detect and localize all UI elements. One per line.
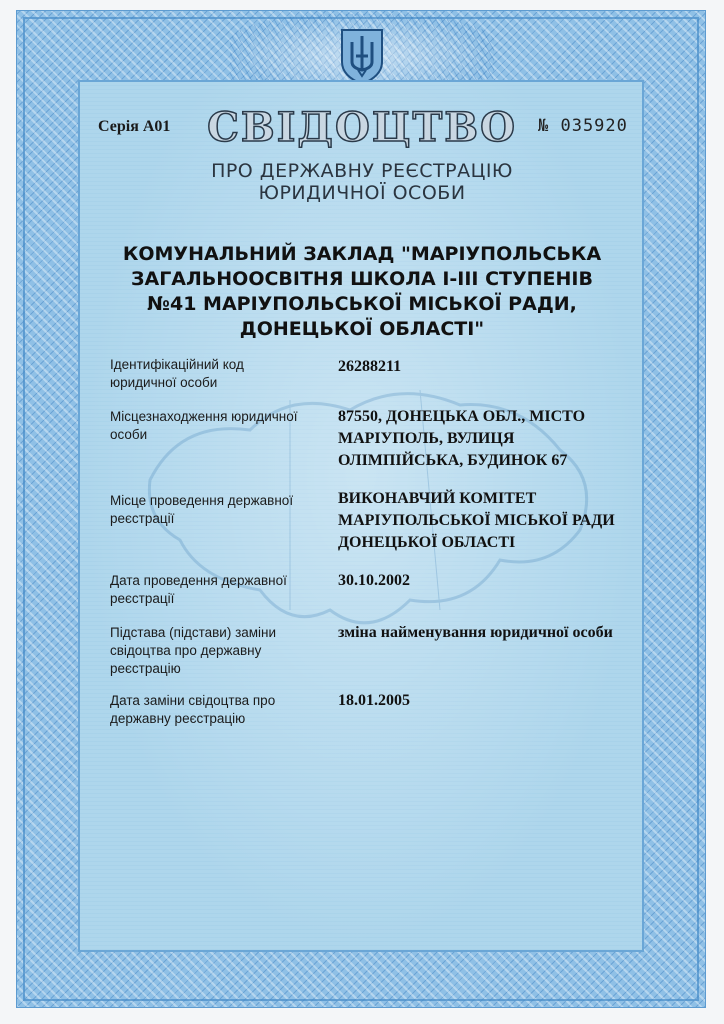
trident-emblem-icon	[336, 26, 388, 86]
document-subtitle-line1: ПРО ДЕРЖАВНУ РЕЄСТРАЦІЮ	[211, 160, 513, 182]
field-label-replacement-basis: Підстава (підстави) заміни свідоцтва про державну реєстрацію	[110, 625, 277, 676]
document-subtitle-line2: ЮРИДИЧНОЇ ОСОБИ	[258, 182, 466, 204]
document-title: СВІДОЦТВО	[207, 104, 517, 151]
field-value-location: 87550, ДОНЕЦЬКА ОБЛ., МІСТО МАРІУПОЛЬ, ВУЛИЦЯ ОЛІМПІЙСЬКА, БУДИНОК 67	[338, 408, 586, 469]
field-label-registration-date: Дата проведення державної реєстрації	[110, 573, 287, 606]
certificate-number: № 035920	[538, 116, 628, 136]
field-value-id-code: 26288211	[338, 358, 402, 375]
field-value-replacement-basis: зміна найменування юридичної особи	[338, 624, 613, 641]
organization-name: КОМУНАЛЬНИЙ ЗАКЛАД "МАРІУПОЛЬСЬКА ЗАГАЛЬНООСВІТНЯ ШКОЛА І-ІІІ СТУПЕНІВ №41 МАРІУПОЛЬСЬКОЇ МІСЬКОЇ РАДИ, ДОНЕЦЬКОЇ ОБЛАСТІ"	[122, 243, 602, 340]
field-value-registration-place: ВИКОНАВЧИЙ КОМІТЕТ МАРІУПОЛЬСЬКОЇ МІСЬКОЇ РАДИ ДОНЕЦЬКОЇ ОБЛАСТІ	[338, 490, 615, 551]
field-label-replacement-date: Дата заміни свідоцтва про державну реєстрацію	[110, 693, 276, 726]
field-value-replacement-date: 18.01.2005	[338, 692, 410, 709]
field-label-location: Місцезнаходження юридичної особи	[110, 409, 298, 442]
field-label-registration-place: Місце проведення державної реєстрації	[110, 493, 294, 526]
field-label-id-code: Ідентифікаційний код юридичної особи	[110, 357, 244, 390]
series-label: Серія А01	[98, 118, 171, 135]
field-value-registration-date: 30.10.2002	[338, 572, 410, 589]
